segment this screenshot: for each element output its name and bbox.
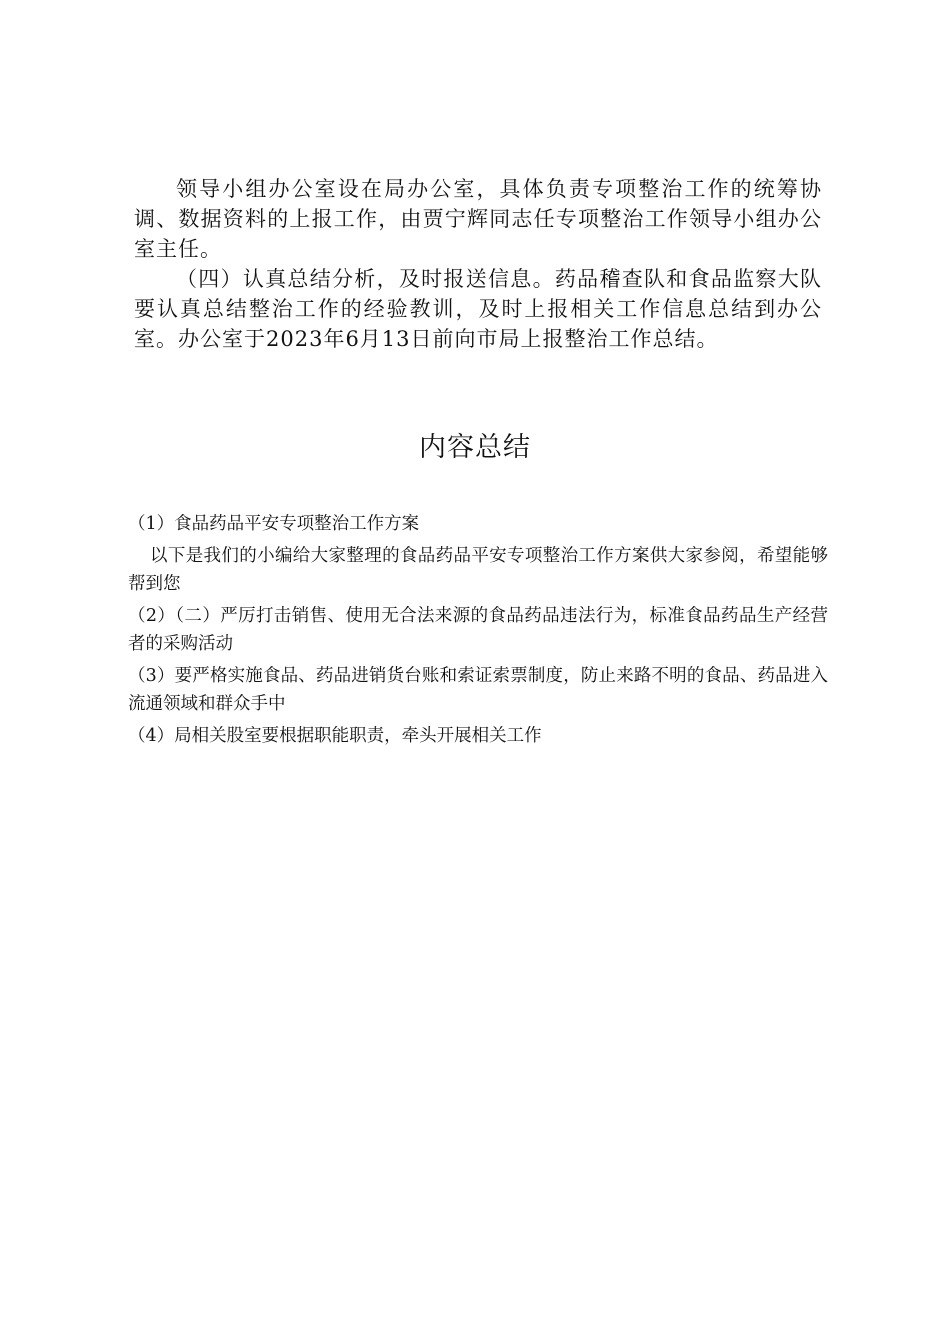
body-paragraph-1: 领导小组办公室设在局办公室，具体负责专项整治工作的统筹协调、数据资料的上报工作，由贾宁辉同志任专项整治工作领导小组办公室主任。 — [134, 177, 822, 261]
summary-item-4: （4）局相关股室要根据职能职责，牵头开展相关工作 — [128, 726, 542, 746]
body-paragraph-2-block — [134, 264, 822, 354]
body-paragraph-1-block — [134, 174, 822, 264]
summary-item-1: （1）食品药品平安专项整治工作方案 — [128, 514, 420, 534]
summary-item-3: （3）要严格实施食品、药品进销货台账和索证索票制度，防止来路不明的食品、药品进入流通领域和群众手中 — [128, 666, 828, 714]
summary-list — [128, 510, 828, 754]
summary-intro: 以下是我们的小编给大家整理的食品药品平安专项整治工作方案供大家参阅，希望能够帮到您 — [128, 546, 828, 594]
body-paragraph-2: （四）认真总结分析，及时报送信息。药品稽查队和食品监察大队要认真总结整治工作的经验教训，及时上报相关工作信息总结到办公室。办公室于2023年6月13日前向市局上报整治工作总结。 — [134, 267, 822, 351]
summary-title: 内容总结 — [419, 432, 531, 463]
summary-item-2: （2）（二）严厉打击销售、使用无合法来源的食品药品违法行为，标准食品药品生产经营者的采购活动 — [128, 606, 828, 654]
